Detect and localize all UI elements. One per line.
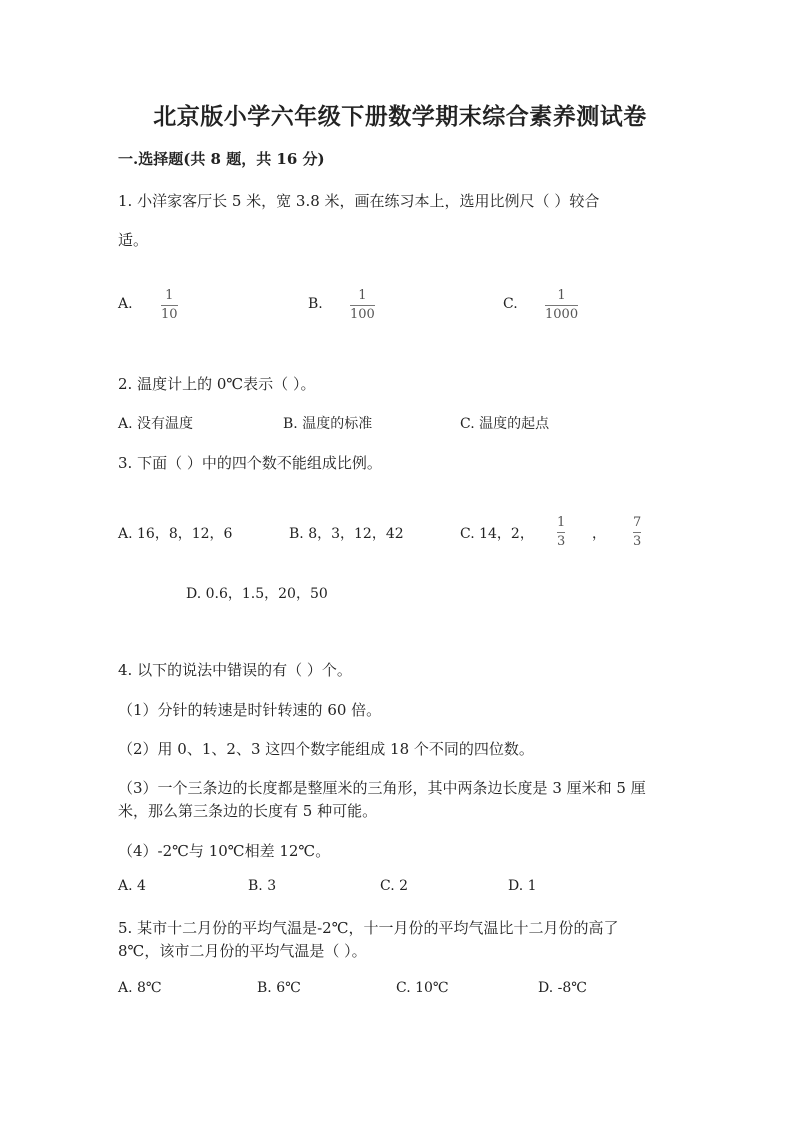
q3-option-c[interactable]: C. 14，2， bbox=[460, 526, 534, 542]
fraction-denominator: 3 bbox=[633, 534, 642, 549]
q2-option-c[interactable]: C. 温度的起点 bbox=[460, 416, 550, 432]
fraction-numerator: 1 bbox=[557, 288, 566, 303]
fraction-denominator: 1000 bbox=[545, 307, 579, 322]
question-1-text-cont: 适。 bbox=[118, 231, 149, 249]
q4-option-b[interactable]: B. 3 bbox=[248, 878, 277, 894]
q4-statement-3-cont: 米，那么第三条边的长度有 5 种可能。 bbox=[118, 802, 378, 820]
question-2-text: 2. 温度计上的 0℃表示（ ）。 bbox=[118, 375, 316, 393]
q4-option-d[interactable]: D. 1 bbox=[508, 878, 537, 894]
q2-option-a[interactable]: A. 没有温度 bbox=[118, 416, 194, 432]
q1-option-b-label[interactable]: B. bbox=[308, 296, 323, 312]
q2-option-b[interactable]: B. 温度的标准 bbox=[283, 416, 373, 432]
section-heading: 一.选择题(共 8 题，共 16 分) bbox=[118, 150, 325, 168]
q1-option-b-fraction bbox=[350, 288, 375, 322]
q3-option-b[interactable]: B. 8，3，12，42 bbox=[289, 526, 404, 542]
question-4-text: 4. 以下的说法中错误的有（ ）个。 bbox=[118, 661, 352, 679]
fraction-denominator: 10 bbox=[161, 307, 178, 322]
q5-option-a[interactable]: A. 8℃ bbox=[118, 980, 162, 996]
q1-option-c-fraction bbox=[545, 288, 578, 322]
q3-option-c-fraction-1 bbox=[557, 515, 565, 549]
q1-option-a-fraction bbox=[161, 288, 178, 322]
fraction-numerator: 1 bbox=[165, 288, 174, 303]
question-5-text: 5. 某市十二月份的平均气温是-2℃，十一月份的平均气温比十二月份的高了 bbox=[118, 919, 619, 937]
q1-option-a-label[interactable]: A. bbox=[118, 296, 133, 312]
fraction-numerator: 1 bbox=[358, 288, 367, 303]
q5-option-b[interactable]: B. 6℃ bbox=[257, 980, 301, 996]
fraction-denominator: 100 bbox=[350, 307, 375, 322]
q3-option-a[interactable]: A. 16，8，12，6 bbox=[118, 526, 233, 542]
q4-option-c[interactable]: C. 2 bbox=[380, 878, 409, 894]
question-1-text: 1. 小洋家客厅长 5 米，宽 3.8 米，画在练习本上，选用比例尺（ ）较合 bbox=[118, 192, 600, 210]
q3-option-c-separator: ， bbox=[592, 526, 606, 542]
q4-statement-3: （3）一个三条边的长度都是整厘米的三角形，其中两条边长度是 3 厘米和 5 厘 bbox=[118, 779, 646, 797]
question-3-text: 3. 下面（ ）中的四个数不能组成比例。 bbox=[118, 454, 382, 472]
q3-option-c-fraction-2 bbox=[633, 515, 641, 549]
q4-statement-4: （4）-2℃与 10℃相差 12℃。 bbox=[118, 842, 331, 860]
q4-statement-2: （2）用 0、1、2、3 这四个数字能组成 18 个不同的四位数。 bbox=[118, 740, 534, 758]
fraction-denominator: 3 bbox=[557, 534, 566, 549]
question-5-text-cont: 8℃，该市二月份的平均气温是（ ）。 bbox=[118, 942, 367, 960]
q5-option-d[interactable]: D. -8℃ bbox=[538, 980, 587, 996]
q5-option-c[interactable]: C. 10℃ bbox=[396, 980, 449, 996]
fraction-numerator: 7 bbox=[633, 515, 642, 530]
q3-option-d[interactable]: D. 0.6，1.5，20，50 bbox=[186, 586, 328, 602]
page-title: 北京版小学六年级下册数学期末综合素养测试卷 bbox=[153, 103, 647, 130]
q4-option-a[interactable]: A. 4 bbox=[118, 878, 146, 894]
fraction-numerator: 1 bbox=[557, 515, 566, 530]
q1-option-c-label[interactable]: C. bbox=[503, 296, 518, 312]
q4-statement-1: （1）分针的转速是时针转速的 60 倍。 bbox=[118, 701, 382, 719]
